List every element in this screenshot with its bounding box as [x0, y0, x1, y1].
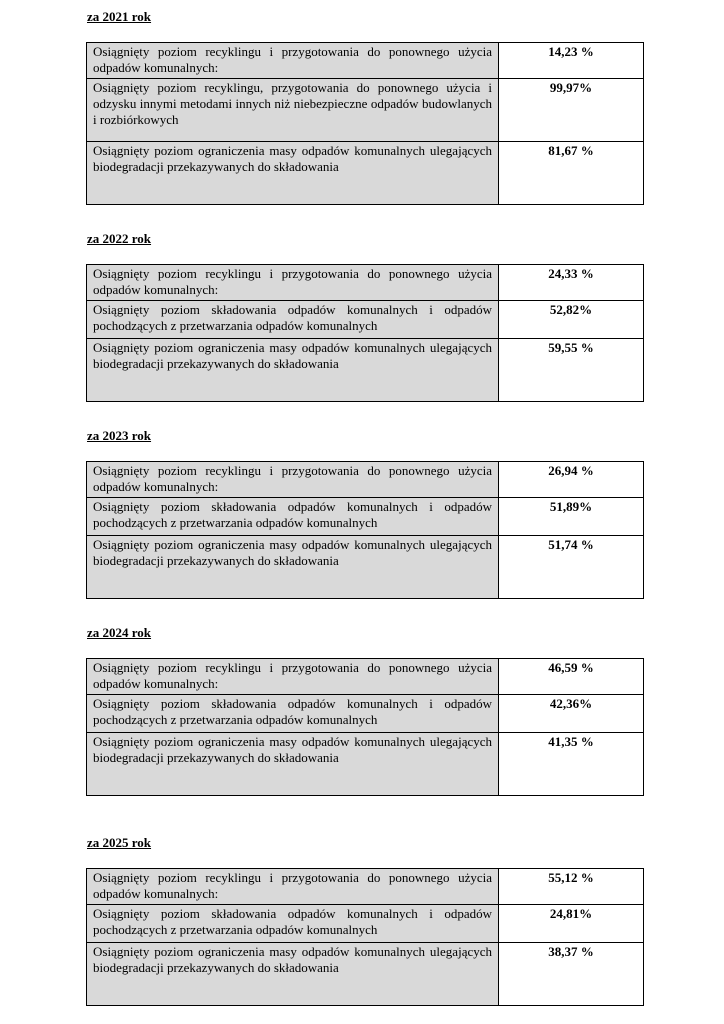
row-label: Osiągnięty poziom recyklingu i przygotowania do ponownego użycia odpadów komunalnych:: [87, 869, 499, 905]
row-label: Osiągnięty poziom ograniczenia masy odpadów komunalnych ulegających biodegradacji przekazywanych do składowania: [87, 142, 499, 205]
row-value: 14,23 %: [499, 43, 644, 79]
row-value: 81,67 %: [499, 142, 644, 205]
section-heading-2024: za 2024 rok: [87, 625, 152, 640]
levels-table-2022: [86, 264, 644, 402]
row-label: Osiągnięty poziom ograniczenia masy odpadów komunalnych ulegających biodegradacji przekazywanych do składowania: [87, 733, 499, 796]
section-heading-2025: za 2025 rok: [87, 835, 152, 850]
section-heading-2021: za 2021 rok: [87, 9, 152, 24]
table-row: [87, 462, 644, 498]
row-value: 41,35 %: [499, 733, 644, 796]
row-value: 52,82%: [499, 301, 644, 339]
row-label: Osiągnięty poziom recyklingu, przygotowania do ponownego użycia i odzysku innymi metodami innych niż niebezpieczne odpadów budowlanych i rozbiórkowych: [87, 79, 499, 142]
row-value: 26,94 %: [499, 462, 644, 498]
table-row: [87, 869, 644, 905]
levels-table-2025: [86, 868, 644, 1006]
section-heading-2022: za 2022 rok: [87, 231, 152, 246]
row-label: Osiągnięty poziom recyklingu i przygotowania do ponownego użycia odpadów komunalnych:: [87, 43, 499, 79]
row-label: Osiągnięty poziom składowania odpadów komunalnych i odpadów pochodzących z przetwarzania odpadów komunalnych: [87, 695, 499, 733]
table-row: [87, 265, 644, 301]
table-row: [87, 79, 644, 142]
row-value: 55,12 %: [499, 869, 644, 905]
table-row: [87, 498, 644, 536]
table-row: [87, 339, 644, 402]
row-label: Osiągnięty poziom recyklingu i przygotowania do ponownego użycia odpadów komunalnych:: [87, 265, 499, 301]
table-row: [87, 536, 644, 599]
row-value: 24,33 %: [499, 265, 644, 301]
row-value: 46,59 %: [499, 659, 644, 695]
row-value: 24,81%: [499, 905, 644, 943]
row-label: Osiągnięty poziom składowania odpadów komunalnych i odpadów pochodzących z przetwarzania odpadów komunalnych: [87, 905, 499, 943]
row-value: 42,36%: [499, 695, 644, 733]
table-row: [87, 695, 644, 733]
table-row: [87, 905, 644, 943]
table-row: [87, 301, 644, 339]
row-label: Osiągnięty poziom recyklingu i przygotowania do ponownego użycia odpadów komunalnych:: [87, 462, 499, 498]
row-value: 59,55 %: [499, 339, 644, 402]
table-row: [87, 43, 644, 79]
row-label: Osiągnięty poziom składowania odpadów komunalnych i odpadów pochodzących z przetwarzania odpadów komunalnych: [87, 498, 499, 536]
row-label: Osiągnięty poziom ograniczenia masy odpadów komunalnych ulegających biodegradacji przekazywanych do składowania: [87, 536, 499, 599]
row-value: 38,37 %: [499, 943, 644, 1006]
row-label: Osiągnięty poziom ograniczenia masy odpadów komunalnych ulegających biodegradacji przekazywanych do składowania: [87, 339, 499, 402]
section-heading-2023: za 2023 rok: [87, 428, 152, 443]
row-label: Osiągnięty poziom ograniczenia masy odpadów komunalnych ulegających biodegradacji przekazywanych do składowania: [87, 943, 499, 1006]
row-value: 51,89%: [499, 498, 644, 536]
table-row: [87, 659, 644, 695]
table-row: [87, 733, 644, 796]
row-value: 99,97%: [499, 79, 644, 142]
row-value: 51,74 %: [499, 536, 644, 599]
row-label: Osiągnięty poziom składowania odpadów komunalnych i odpadów pochodzących z przetwarzania odpadów komunalnych: [87, 301, 499, 339]
levels-table-2021: [86, 42, 644, 205]
row-label: Osiągnięty poziom recyklingu i przygotowania do ponownego użycia odpadów komunalnych:: [87, 659, 499, 695]
levels-table-2023: [86, 461, 644, 599]
table-row: [87, 943, 644, 1006]
table-row: [87, 142, 644, 205]
levels-table-2024: [86, 658, 644, 796]
